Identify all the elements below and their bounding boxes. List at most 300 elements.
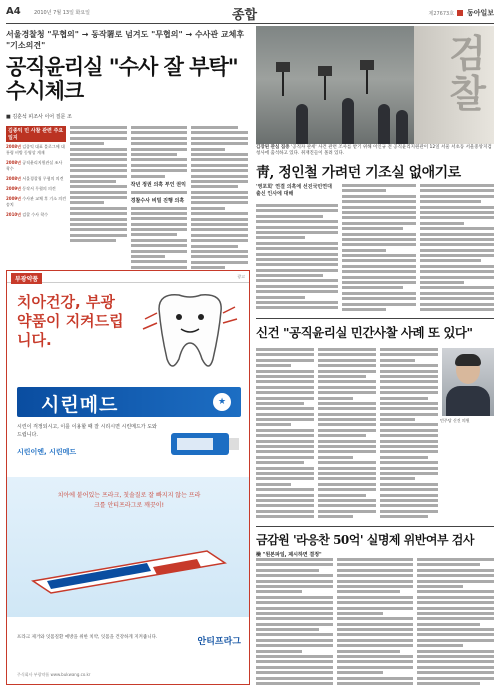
text-line (380, 450, 438, 453)
text-line (256, 639, 333, 642)
text-line (342, 249, 386, 252)
text-line (191, 148, 225, 151)
text-line (342, 281, 416, 284)
text-line (420, 254, 494, 257)
text-line (342, 254, 416, 257)
text-line (70, 158, 127, 161)
text-line (337, 563, 414, 566)
text-line (380, 499, 438, 502)
text-line (131, 212, 188, 215)
text-line (256, 440, 314, 443)
text-line (70, 153, 127, 156)
text-line (380, 477, 415, 480)
person (342, 98, 354, 144)
timeline-entry: 2010년 검찰 수사 착수 (6, 212, 49, 217)
text-line (380, 397, 428, 400)
text-line (256, 253, 338, 256)
text-line (256, 477, 314, 480)
text-line (337, 569, 414, 572)
text-line (318, 499, 376, 502)
text-line (337, 601, 414, 604)
ad-copy: 시린이 걱정되시고, 이를 이용할 때 잘 시리시면 시린메드가 도와드립니다. (17, 424, 157, 438)
text-line (337, 617, 414, 620)
text-line (131, 175, 165, 178)
paper-name (428, 8, 494, 18)
body-column (337, 558, 414, 686)
text-line (256, 423, 291, 426)
text-line (420, 206, 494, 209)
tripod (366, 70, 368, 94)
toothpaste-tube-icon (167, 419, 241, 469)
text-line (417, 671, 494, 674)
text-line (417, 585, 463, 588)
text-line (191, 255, 248, 258)
text-line (420, 303, 494, 306)
article-a-subhead: '영포회' 연결 의혹에 선진국민연대 출신 인사에 대해 (256, 184, 332, 197)
body-column (191, 126, 248, 294)
text-line (256, 418, 314, 421)
text-line (417, 569, 494, 572)
text-line (131, 244, 188, 247)
text-line (191, 191, 248, 194)
article-a-headline: 靑, 정인철 가려던 기조실 없애기로 (256, 165, 461, 181)
text-line (256, 467, 314, 470)
text-line (256, 461, 304, 464)
page-number: A4 (6, 6, 21, 17)
text-line (380, 472, 438, 475)
text-line (417, 644, 463, 647)
text-line (318, 440, 376, 443)
text-line (256, 301, 338, 304)
text-line (70, 169, 127, 172)
text-line (256, 279, 338, 282)
text-line (417, 612, 494, 615)
text-line (70, 223, 127, 226)
text-line (256, 296, 305, 299)
text-line (131, 239, 188, 242)
text-line (191, 169, 248, 172)
text-line (131, 137, 188, 140)
text-line (380, 386, 438, 389)
lead-subhead: 경찰수사 비밀 진행 의혹 (130, 197, 185, 204)
advertisement[interactable] (6, 270, 250, 685)
text-line (337, 660, 414, 663)
text-line (380, 494, 438, 497)
text-line (256, 429, 314, 432)
text-line (256, 258, 338, 261)
text-line (318, 413, 376, 416)
text-line (256, 504, 314, 507)
text-line (420, 270, 494, 273)
text-line (342, 270, 416, 273)
text-line (342, 222, 416, 225)
text-line (380, 407, 438, 410)
text-line (70, 185, 127, 188)
text-line (191, 164, 248, 167)
text-line (342, 276, 416, 279)
text-line (131, 255, 165, 258)
text-line (380, 440, 438, 443)
text-line (256, 633, 333, 636)
text-line (70, 212, 127, 215)
text-line (131, 250, 188, 253)
text-line (256, 445, 314, 448)
text-line (256, 306, 338, 309)
text-line (131, 164, 188, 167)
text-line (380, 504, 438, 507)
text-line (318, 353, 376, 356)
text-line (70, 164, 127, 167)
text-line (417, 563, 480, 566)
text-line (337, 666, 414, 669)
text-line (191, 201, 248, 204)
text-line (380, 413, 438, 416)
text-line (417, 633, 494, 636)
text-line (256, 682, 333, 685)
portrait-caption: 민주당 신건 의원 (440, 418, 470, 423)
text-line (318, 445, 376, 448)
text-line (337, 655, 414, 658)
text-line (380, 483, 438, 486)
text-line (131, 228, 188, 231)
text-line (131, 153, 177, 156)
text-line (191, 245, 237, 248)
text-line (318, 461, 376, 464)
text-line (342, 265, 416, 268)
text-line (191, 212, 248, 215)
text-line (256, 274, 323, 277)
body-column (70, 126, 127, 294)
paper-title: 동아일보 (466, 9, 494, 17)
text-line (342, 189, 386, 192)
lead-article (6, 26, 248, 217)
text-line (256, 472, 314, 475)
text-line (318, 359, 376, 362)
article-c-subhead: 檢 "원본파일, 제시하면 결정" (256, 552, 322, 558)
article-b (256, 318, 494, 423)
text-line (191, 180, 248, 183)
text-line (70, 207, 127, 210)
lead-kicker: 서울경찰청 "무협의" → 동작署로 넘겨도 "무협의" → 수사관 교체후 "기소의견" (6, 30, 245, 50)
text-line (70, 191, 127, 194)
text-line (337, 590, 400, 593)
ad-footer (7, 626, 249, 684)
text-line (131, 233, 177, 236)
text-line (380, 445, 438, 448)
text-line (337, 633, 414, 636)
text-line (318, 494, 366, 497)
text-line (256, 353, 314, 356)
text-line (191, 250, 248, 253)
text-line (420, 222, 464, 225)
text-line (256, 510, 314, 513)
text-line (70, 137, 127, 140)
text-line (417, 666, 494, 669)
text-line (337, 612, 383, 615)
text-line (318, 450, 376, 453)
text-line (380, 370, 438, 373)
body-column (256, 348, 314, 518)
text-line (342, 297, 416, 300)
text-line (70, 201, 104, 204)
ad-brand-line: 시린이엔, 시린메드 (17, 448, 77, 456)
text-line (417, 677, 494, 680)
ad-footer-brand: 안티프라그 (197, 637, 241, 647)
text-line (420, 276, 494, 279)
text-line (318, 370, 376, 373)
tripod (282, 72, 284, 96)
text-line (318, 483, 376, 486)
text-line (420, 189, 494, 192)
tripod (324, 76, 326, 100)
text-line (70, 142, 104, 145)
text-line (256, 483, 291, 486)
text-line (420, 184, 494, 187)
body-column (380, 348, 438, 518)
text-line (256, 290, 338, 293)
text-line (256, 671, 333, 674)
text-line (256, 391, 314, 394)
section-title: 종합 (232, 8, 258, 23)
product-banner (17, 387, 241, 417)
text-line (131, 158, 188, 161)
text-line (318, 504, 376, 507)
article-b-headline: 신건 "공직윤리실 민간사찰 사례 또 있다" (256, 318, 494, 341)
masthead (6, 4, 494, 24)
text-line (191, 175, 248, 178)
text-line (380, 375, 438, 378)
text-line (380, 348, 438, 351)
text-line (318, 386, 376, 389)
text-line (342, 286, 403, 289)
text-line (256, 499, 314, 502)
text-line (318, 407, 376, 410)
text-line (337, 639, 414, 642)
text-line (256, 263, 338, 266)
portrait-photo (442, 348, 494, 416)
text-line (380, 510, 438, 513)
text-line (318, 515, 353, 518)
text-line (337, 628, 414, 631)
text-line (256, 236, 305, 239)
text-line (256, 569, 319, 572)
text-line (420, 297, 494, 300)
text-line (191, 185, 237, 188)
text-line (380, 359, 415, 362)
text-line (417, 617, 494, 620)
ad-headline: 치아건강, 부광약품이 지켜드립니다. (17, 293, 124, 349)
text-line (256, 434, 314, 437)
text-line (342, 238, 416, 241)
text-line (420, 308, 494, 311)
issue-number: 제27673호 (428, 11, 455, 17)
text-line (337, 585, 414, 588)
text-line (342, 200, 416, 203)
text-line (256, 574, 333, 577)
text-line (131, 131, 188, 134)
text-line (256, 364, 291, 367)
text-line (191, 207, 225, 210)
ad-middle-panel (7, 477, 249, 617)
text-line (380, 461, 438, 464)
text-line (256, 209, 338, 212)
body-column (342, 184, 416, 312)
text-line (256, 677, 333, 680)
text-line (420, 216, 494, 219)
text-line (420, 249, 494, 252)
person (378, 104, 390, 144)
text-line (256, 348, 314, 351)
text-line (191, 137, 248, 140)
text-line (256, 596, 333, 599)
timeline-title: 김종익 민 사찰 관련 주요 일지 (6, 126, 66, 142)
building-sign: 검 찰 (449, 31, 486, 116)
text-line (420, 238, 494, 241)
text-line (417, 660, 494, 663)
text-line (337, 682, 414, 685)
text-line (420, 243, 494, 246)
text-line (191, 228, 248, 231)
text-line (256, 215, 323, 218)
article-b-body (256, 348, 438, 518)
text-line (380, 488, 438, 491)
text-line (70, 218, 127, 221)
text-line (191, 261, 248, 264)
text-line (256, 580, 333, 583)
ad-middle-copy: 치아에 붙어있는 프라크, 칫솔질로 잘 빠지지 않는 프라크를 안티프라그로 깨끗이! (57, 492, 201, 509)
text-line (191, 223, 248, 226)
text-line (342, 303, 416, 306)
text-line (70, 234, 127, 237)
text-line (380, 391, 438, 394)
text-line (131, 260, 188, 263)
text-line (256, 285, 338, 288)
text-line (256, 242, 338, 245)
text-line (256, 617, 333, 620)
text-line (131, 217, 188, 220)
text-line (256, 628, 319, 631)
body-column (256, 558, 333, 686)
text-line (256, 515, 314, 518)
text-line (380, 402, 438, 405)
text-line (380, 418, 415, 421)
text-line (256, 585, 333, 588)
text-line (318, 434, 366, 437)
text-line (256, 558, 333, 561)
text-line (131, 169, 188, 172)
text-line (131, 266, 188, 269)
text-line (342, 216, 416, 219)
text-line (342, 195, 416, 198)
text-line (417, 655, 494, 658)
text-line (318, 472, 376, 475)
text-line (342, 259, 416, 262)
text-line (417, 596, 494, 599)
text-line (417, 574, 494, 577)
body-column (131, 126, 188, 294)
text-line (342, 184, 416, 187)
text-line (256, 402, 304, 405)
text-line (318, 397, 353, 400)
text-line (131, 223, 188, 226)
text-line (417, 623, 480, 626)
text-line (342, 206, 416, 209)
text-line (420, 195, 494, 198)
text-line (417, 590, 494, 593)
text-line (337, 650, 400, 653)
text-line (70, 126, 127, 129)
person (296, 104, 308, 144)
text-line (337, 596, 414, 599)
timeline-entry: 2008년 공직윤리지원관실 조사 착수 (6, 160, 63, 171)
text-line (342, 211, 416, 214)
text-line (256, 220, 338, 223)
text-line (318, 467, 376, 470)
text-line (337, 644, 414, 647)
text-line (70, 148, 127, 151)
body-column (420, 184, 494, 312)
text-line (318, 429, 376, 432)
text-line (191, 158, 248, 161)
text-line (70, 180, 116, 183)
text-line (342, 243, 416, 246)
text-line (417, 682, 480, 685)
badge-icon: ★ (213, 393, 231, 411)
text-line (380, 429, 438, 432)
text-line (417, 628, 494, 631)
issue-date: 2010년 7월 13일 화요일 (34, 10, 91, 16)
text-line (342, 227, 403, 230)
text-line (380, 423, 438, 426)
text-line (191, 239, 248, 242)
text-line (131, 142, 188, 145)
body-column (318, 348, 376, 518)
text-line (256, 231, 338, 234)
ad-tag: 광고 (237, 274, 245, 279)
camera-icon (360, 60, 374, 70)
toothpaste-package-icon (27, 541, 231, 599)
text-line (420, 233, 494, 236)
text-line (318, 423, 376, 426)
text-line (318, 402, 376, 405)
text-line (256, 226, 338, 229)
text-line (337, 677, 414, 680)
text-line (256, 563, 333, 566)
body-column (256, 204, 338, 312)
text-line (256, 650, 302, 653)
news-photo (256, 26, 494, 144)
text-line (380, 364, 438, 367)
text-line (191, 234, 248, 237)
lead-headline: 공직윤리실 "수사 잘 부탁" 수시체크 (6, 54, 238, 103)
text-line (417, 650, 494, 653)
timeline-entry: 2008년 서울경찰청 무혐의 의견 (6, 176, 64, 181)
text-line (337, 558, 414, 561)
text-line (191, 131, 248, 134)
text-line (70, 175, 127, 178)
text-line (380, 380, 438, 383)
text-line (337, 671, 383, 674)
text-line (337, 623, 414, 626)
text-line (318, 456, 353, 459)
text-line (256, 590, 302, 593)
article-a-body (256, 204, 338, 312)
ad-footer-copy: 프라크 제거와 잇몸질환 예방을 위한 치약, 잇몸을 건강하게 지켜줍니다. (17, 635, 158, 640)
text-line (256, 666, 333, 669)
text-line (191, 153, 248, 156)
text-line (420, 292, 494, 295)
text-line (191, 142, 248, 145)
